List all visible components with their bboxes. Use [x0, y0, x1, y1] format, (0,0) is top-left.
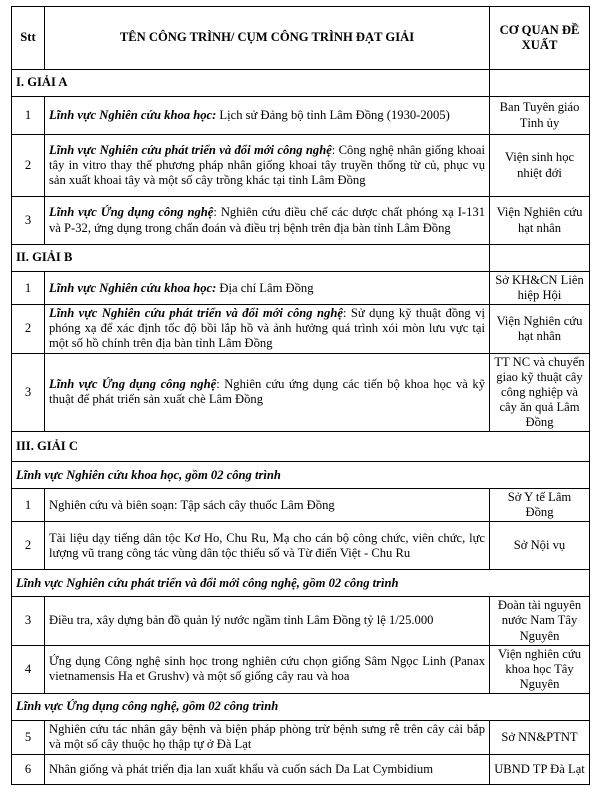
row-agency: Sở Y tế Lâm Đồng [490, 489, 590, 522]
row-number: 1 [12, 489, 45, 522]
table-row [12, 597, 590, 645]
table-row [12, 522, 590, 570]
header-title: TÊN CÔNG TRÌNH/ CỤM CÔNG TRÌNH ĐẠT GIẢI [45, 7, 490, 70]
row-agency: Viện nghiên cứu khoa học Tây Nguyên [490, 645, 590, 693]
row-title: Điều tra, xây dựng bản đồ quản lý nước ngầm tỉnh Lâm Đồng tỷ lệ 1/25.000 [45, 597, 490, 645]
work-title: : Nghiên cứu điều chế các dược chất phóng xạ I-131 và P-32, ứng dụng trong chẩn đoán và điều trị bệnh trên địa bàn tỉnh Lâm Đồng [49, 205, 485, 235]
row-title [45, 305, 490, 353]
row-title [45, 97, 490, 135]
table-row [12, 754, 590, 784]
row-title [45, 197, 490, 245]
field-label: Lĩnh vực Nghiên cứu khoa học: [49, 280, 217, 295]
work-title: : Công nghệ nhân giống khoai tây in vitro thay thế phương pháp nhân giống khoai tây truyền thống từ củ, phục vụ sản xuất khoai tây và một số cây trồng khác tại tỉnh Lâm Đồng [49, 142, 485, 188]
row-agency: Sở Nội vụ [490, 522, 590, 570]
table-row [12, 489, 590, 522]
category-title: Lĩnh vực Nghiên cứu khoa học, gồm 02 công trình [12, 462, 590, 489]
document-page [11, 6, 589, 785]
section-row [12, 245, 590, 272]
table-row [12, 135, 590, 197]
row-agency: Viện Nghiên cứu hạt nhân [490, 197, 590, 245]
row-number: 3 [12, 597, 45, 645]
row-number: 4 [12, 645, 45, 693]
section-title: I. GIẢI A [12, 70, 490, 97]
field-label: Lĩnh vực Ứng dụng công nghệ [49, 377, 217, 392]
row-title: Nghiên cứu và biên soạn: Tập sách cây thuốc Lâm Đồng [45, 489, 490, 522]
awards-table [11, 6, 590, 785]
row-number: 3 [12, 197, 45, 245]
row-number: 3 [12, 353, 45, 432]
row-number: 1 [12, 272, 45, 305]
row-agency: Đoàn tài nguyên nước Nam Tây Nguyên [490, 597, 590, 645]
section-row [12, 70, 590, 97]
table-row [12, 272, 590, 305]
category-row [12, 693, 590, 720]
row-number: 2 [12, 522, 45, 570]
field-label: Lĩnh vực Nghiên cứu phát triển và đổi mới công nghệ [49, 306, 343, 321]
header-agency: CƠ QUAN ĐỀ XUẤT [490, 7, 590, 70]
field-label: Lĩnh vực Nghiên cứu khoa học: [49, 107, 217, 122]
field-label: Lĩnh vực Nghiên cứu phát triển và đổi mới công nghệ [49, 142, 332, 157]
row-title [45, 272, 490, 305]
row-title: Nhân giống và phát triển địa lan xuất khẩu và cuốn sách Da Lat Cymbidium [45, 754, 490, 784]
work-title: Địa chí Lâm Đồng [216, 280, 314, 295]
category-title: Lĩnh vực Nghiên cứu phát triển và đổi mới công nghệ, gồm 02 công trình [12, 570, 590, 597]
row-agency: Viện sinh học nhiệt đới [490, 135, 590, 197]
category-title: Lĩnh vực Ứng dụng công nghệ, gồm 02 công trình [12, 693, 590, 720]
row-number: 5 [12, 720, 45, 754]
row-title [45, 135, 490, 197]
work-title: : Sử dụng kỹ thuật đồng vị phóng xạ để xác định tốc độ bồi lắp hồ và ảnh hưởng quá trình xói mòn lưu vực tại một số hồ chính trên địa bàn tỉnh Lâm Đồng [49, 306, 485, 351]
row-agency: UBND TP Đà Lạt [490, 754, 590, 784]
table-row [12, 305, 590, 353]
row-number: 2 [12, 305, 45, 353]
table-row [12, 645, 590, 693]
section-row [12, 432, 590, 462]
section-title: III. GIẢI C [12, 432, 590, 462]
row-title: Nghiên cứu tác nhân gây bệnh và biện pháp phòng trừ bệnh sưng rễ trên cây cải bắp và một số cây thuộc họ thập tự ở Đà Lạt [45, 720, 490, 754]
row-agency: Viện Nghiên cứu hạt nhân [490, 305, 590, 353]
row-agency: TT NC và chuyển giao kỹ thuật cây công nghiệp và cây ăn quả Lâm Đồng [490, 353, 590, 432]
work-title: Lịch sử Đảng bộ tỉnh Lâm Đồng (1930-2005) [216, 107, 450, 122]
category-row [12, 570, 590, 597]
category-row [12, 462, 590, 489]
row-number: 2 [12, 135, 45, 197]
section-title: II. GIẢI B [12, 245, 490, 272]
row-number: 1 [12, 97, 45, 135]
work-title: : Nghiên cứu ứng dụng các tiến bộ khoa học và kỹ thuật để phát triển sản xuất chè Lâm Đồng [49, 377, 485, 407]
header-stt: Stt [12, 7, 45, 70]
header-row [12, 7, 590, 70]
field-label: Lĩnh vực Ứng dụng công nghệ [49, 205, 214, 220]
table-row [12, 197, 590, 245]
row-agency: Ban Tuyên giáo Tỉnh ủy [490, 97, 590, 135]
table-row [12, 720, 590, 754]
row-title [45, 353, 490, 432]
row-agency: Sở NN&PTNT [490, 720, 590, 754]
table-row [12, 97, 590, 135]
row-number: 6 [12, 754, 45, 784]
table-row [12, 353, 590, 432]
row-agency: Sở KH&CN Liên hiệp Hội [490, 272, 590, 305]
row-title: Tài liệu dạy tiếng dân tộc Kơ Ho, Chu Ru, Mạ cho cán bộ công chức, viên chức, lực lượng vũ trang công tác vùng dân tộc thiểu số và Từ điển Việt - Chu Ru [45, 522, 490, 570]
row-title: Ứng dụng Công nghệ sinh học trong nghiên cứu chọn giống Sâm Ngọc Linh (Panax vietnamensis Ha et Grushv) và một số giống cây rau và hoa [45, 645, 490, 693]
